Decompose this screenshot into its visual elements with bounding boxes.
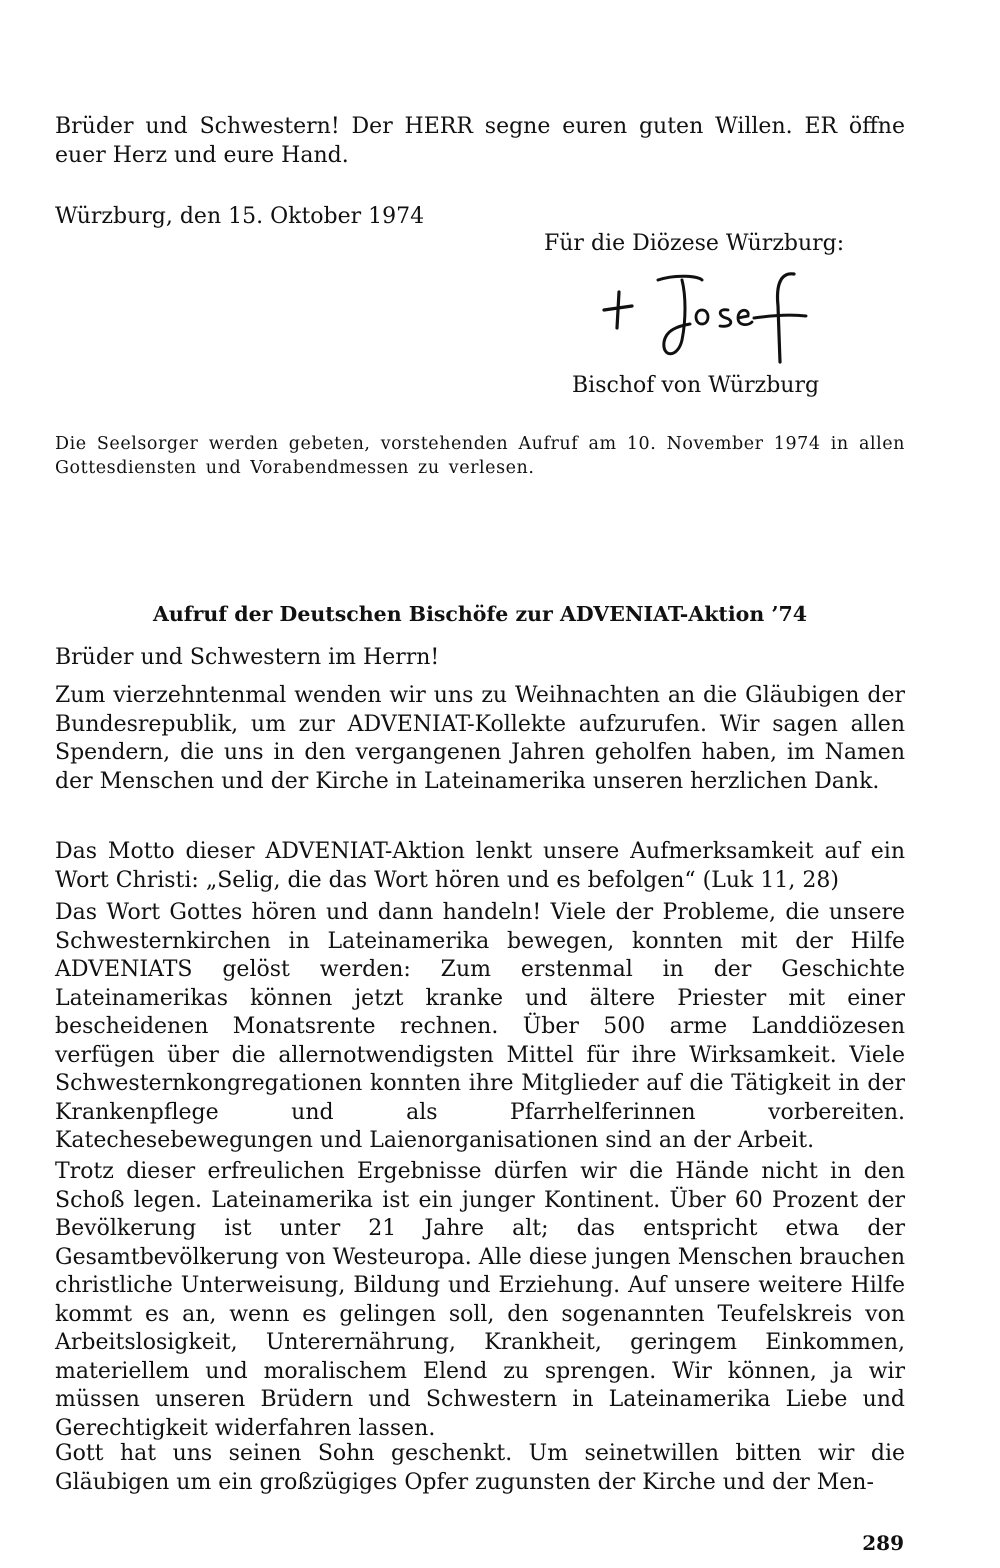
page-number: 289: [862, 1531, 904, 1555]
appeal-paragraph: Das Wort Gottes hören und dann handeln! Viele der Probleme, die unsere Schwesternkirchen in Lateinamerika bewegen, konnten mit der Hilfe ADVENIATS gelöst werden: Zum erstenmal in der Geschichte Lateinamerikas können jetzt kranke und ältere Priester mit einer bescheidenen Monatsrente rechnen. Über 500 arme Landdiözesen verfügen über die allernotwendigsten Mittel für ihre Wirksamkeit. Viele Schwesternkongregationen konnten ihre Mitglieder auf die Tätigkeit in der Krankenpflege und als Pfarrhelferinnen vorbereiten. Katechesebewegungen und Laienorganisationen sind an der Arbeit.: [55, 900, 905, 1153]
appeal-salutation: Brüder und Schwestern im Herrn!: [55, 645, 440, 670]
appeal-heading: Aufruf der Deutschen Bischöfe zur ADVENIAT-Aktion ’74: [152, 602, 808, 626]
for-diocese-line: Für die Diözese Würzburg:: [544, 231, 845, 256]
appeal-paragraph: Gott hat uns seinen Sohn geschenkt. Um seinetwillen bitten wir die Gläubigen um ein großzügiges Opfer zugunsten der Kirche und der Men-: [55, 1441, 905, 1495]
appeal-paragraph: Das Motto dieser ADVENIAT-Aktion lenkt unsere Aufmerksamkeit auf ein Wort Christi: „Selig, die das Wort hören und es befolgen“ (Luk 11, 28): [55, 839, 905, 893]
appeal-paragraph: Zum vierzehntenmal wenden wir uns zu Weihnachten an die Gläubigen der Bundesrepublik, um zur ADVENIAT-Kollekte aufzurufen. Wir sagen allen Spendern, die uns in den vergangenen Jahren geholfen haben, im Namen der Menschen und der Kirche in Lateinamerika unseren herzlichen Dank.: [55, 683, 905, 794]
reading-instruction-note: Die Seelsorger werden gebeten, vorstehenden Aufruf am 10. November 1974 in allen Gottesdiensten und Vorabendmessen zu verlesen.: [55, 434, 905, 478]
appeal-paragraph: Trotz dieser erfreulichen Ergebnisse dürfen wir die Hände nicht in den Schoß legen. Lateinamerika ist ein junger Kontinent. Über 60 Prozent der Bevölkerung ist unter 21 Jahre alt; das entspricht etwa der Gesamtbevölkerung von Westeuropa. Alle diese jungen Menschen brauchen christliche Unterweisung, Bildung und Erziehung. Auf unsere weitere Hilfe kommt es an, wenn es gelingen soll, den sogenannten Teufelskreis von Arbeitslosigkeit, Unterernährung, Krankheit, geringem Einkommen, materiellem und moralischem Elend zu sprengen. Wir können, ja wir müssen unseren Brüdern und Schwestern in Lateinamerika Liebe und Gerechtigkeit widerfahren lassen.: [55, 1159, 905, 1441]
signature-image: [598, 266, 838, 366]
closing-blessing: Brüder und Schwestern! Der HERR segne euren guten Willen. ER öffne euer Herz und eure Hand.: [55, 114, 905, 168]
bishop-title: Bischof von Würzburg: [572, 373, 820, 398]
date-line: Würzburg, den 15. Oktober 1974: [55, 204, 425, 229]
